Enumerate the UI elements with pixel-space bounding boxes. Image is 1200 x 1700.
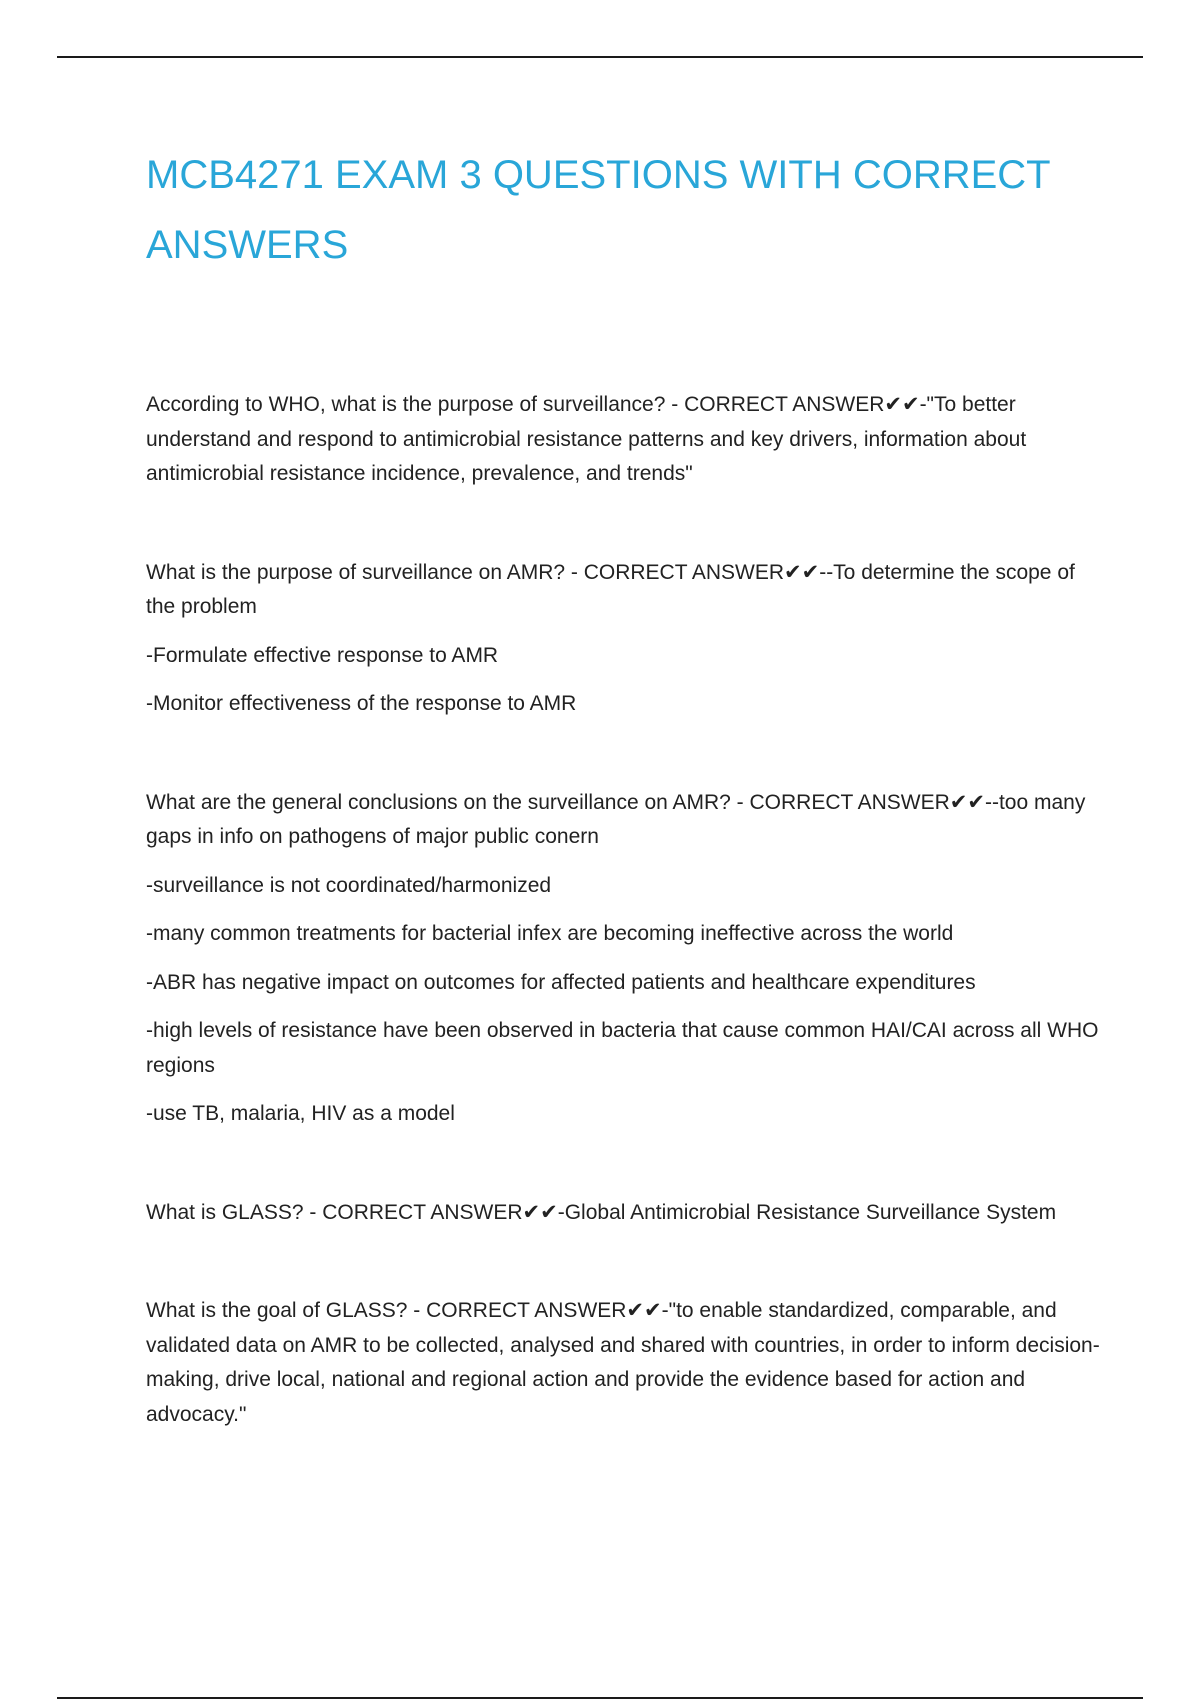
qa-list: [146, 388, 1106, 1432]
answer-point: -surveillance is not coordinated/harmonized: [146, 873, 552, 897]
answer-point: -high levels of resistance have been observed in bacteria that cause common HAI/CAI across all WHO regions: [146, 1019, 1099, 1077]
question-text: What is GLASS? - CORRECT ANSWER✔✔-Global Antimicrobial Resistance Surveillance System: [146, 1200, 1057, 1224]
qa-item-5: [146, 1294, 1106, 1432]
qa-item-2: [146, 556, 1106, 722]
document-title: MCB4271 EXAM 3 QUESTIONS WITH CORRECT ANSWERS: [146, 153, 1050, 267]
qa-item-1: [146, 388, 1106, 492]
document-page: [146, 140, 1106, 1496]
bottom-divider: [57, 1697, 1143, 1699]
answer-point: -use TB, malaria, HIV as a model: [146, 1102, 455, 1125]
answer-point: -Formulate effective response to AMR: [146, 643, 499, 667]
answer-point: -Monitor effectiveness of the response to AMR: [146, 692, 577, 715]
question-text: What are the general conclusions on the surveillance on AMR? - CORRECT ANSWER✔✔--too many gaps in info on pathogens of major public conern: [146, 790, 1086, 848]
question-text: What is the purpose of surveillance on AMR? - CORRECT ANSWER✔✔--To determine the scope of the problem: [146, 560, 1075, 618]
question-text: What is the goal of GLASS? - CORRECT ANSWER✔✔-"to enable standardized, comparable, and validated data on AMR to be collected, analysed and shared with countries, in order to inform decision-making, drive local, national and regional action and provide the evidence based for action and advocacy.": [146, 1299, 1100, 1426]
answer-point: -many common treatments for bacterial infex are becoming ineffective across the world: [146, 922, 954, 945]
top-divider: [57, 56, 1143, 58]
answer-point: -ABR has negative impact on outcomes for affected patients and healthcare expenditures: [146, 970, 976, 994]
qa-item-4: [146, 1196, 1106, 1231]
question-text: According to WHO, what is the purpose of surveillance? - CORRECT ANSWER✔✔-"To better understand and respond to antimicrobial resistance patterns and key drivers, information about antimicrobial resistance incidence, prevalence, and trends": [146, 393, 1027, 485]
qa-item-3: [146, 786, 1106, 1132]
